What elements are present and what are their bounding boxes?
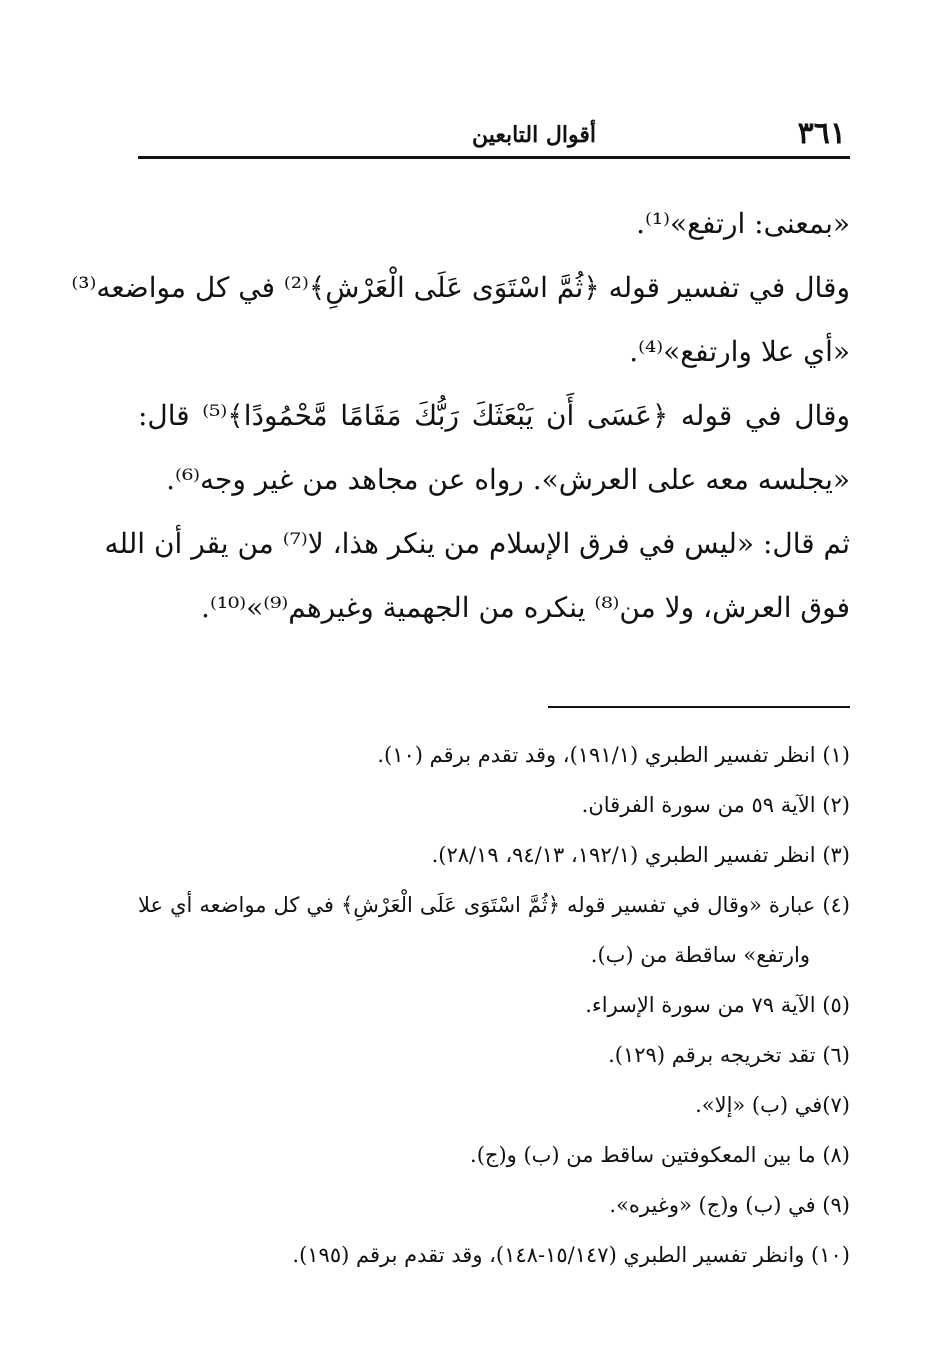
running-title: أقوال التابعين — [471, 122, 596, 148]
footnote-continuation: وارتفع» ساقطة من (ب). — [590, 943, 810, 967]
footnotes — [138, 730, 850, 1280]
page-number: ٣٦١ — [797, 116, 846, 151]
page-header — [138, 110, 848, 158]
footnote: (٢) الآية ٥٩ من سورة الفرقان. — [581, 793, 850, 817]
footnote: (٩) في (ب) و(ج) «وغيره». — [609, 1193, 850, 1217]
text-line: «يجلسه معه على العرش». رواه عن مجاهد من غير وجه⁽⁶⁾. — [166, 463, 850, 496]
footnote: (٥) الآية ٧٩ من سورة الإسراء. — [585, 993, 850, 1017]
footnote: (٤) عبارة «وقال في تفسير قوله ﴿ثُمَّ اسْتَوَى عَلَى الْعَرْشِ﴾ في كل مواضعه أي علا — [138, 893, 850, 917]
text-line: «بمعنى: ارتفع»⁽¹⁾. — [636, 207, 850, 240]
footnote: (٨) ما بين المعكوفتين ساقط من (ب) و(ج). — [470, 1143, 850, 1167]
footnote: (١) انظر تفسير الطبري (١٩١/١)، وقد تقدم برقم (١٠). — [377, 743, 850, 767]
text-line: ثم قال: «ليس في فرق الإسلام من ينكر هذا، لا⁽⁷⁾ من يقر أن الله — [104, 527, 850, 560]
footnote-separator — [548, 706, 850, 708]
footnote: (١٠) وانظر تفسير الطبري (١٥/١٤٧-١٤٨)، وقد تقدم برقم (١٩٥). — [292, 1243, 850, 1267]
header-rule — [138, 156, 850, 159]
text-line: وقال في تفسير قوله ﴿ثُمَّ اسْتَوَى عَلَى الْعَرْشِ﴾⁽²⁾ في كل مواضعه⁽³⁾ — [71, 271, 850, 304]
text-line: وقال في قوله ﴿عَسَى أَن يَبْعَثَكَ رَبُّكَ مَقَامًا مَّحْمُودًا﴾⁽⁵⁾ قال: — [138, 399, 850, 432]
main-text — [71, 192, 850, 640]
footnote: (٦) تقد تخريجه برقم (١٢٩). — [608, 1043, 850, 1067]
text-line: فوق العرش، ولا من⁽⁸⁾ ينكره من الجهمية وغيرهم⁽⁹⁾»⁽¹⁰⁾. — [201, 591, 850, 624]
text-line: «أي علا وارتفع»⁽⁴⁾. — [629, 335, 850, 368]
footnote: (٣) انظر تفسير الطبري (١٩٢/١، ٩٤/١٣، ٢٨/١٩). — [431, 843, 850, 867]
footnote: (٧)في (ب) «إلا». — [695, 1093, 850, 1117]
